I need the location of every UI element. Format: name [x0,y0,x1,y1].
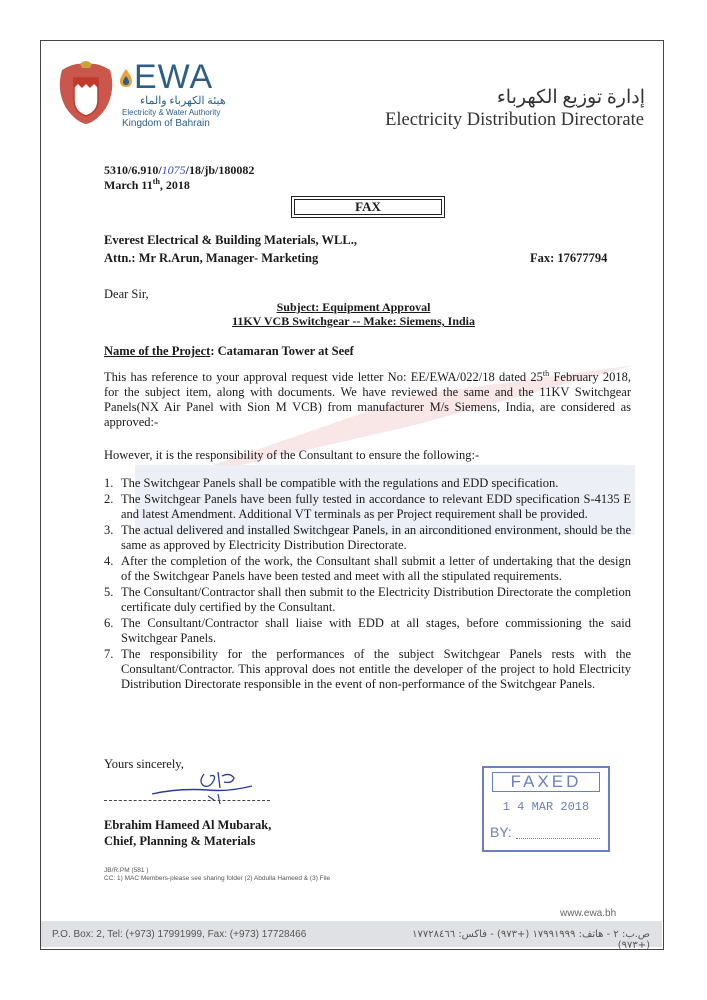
list-item [104,492,631,522]
item-text: The Switchgear Panels have been fully tested in accordance to relevant EDD specification S-4135 E and latest Amendment. Additional VT terminals as per Project requirement shall be provided. [121,492,631,521]
responsibility-intro: However, it is the responsibility of the Consultant to ensure the following:- [104,448,480,462]
item-number: 3. [104,523,114,537]
subject-line-2: 11KV VCB Switchgear -- Make: Siemens, India [231,314,475,328]
fax-label-box [291,196,445,218]
logo-country-name: Kingdom of Bahrain [122,118,210,129]
signer-name: Ebrahim Hameed Al Mubarak, [104,818,272,832]
item-text: The Consultant/Contractor shall liaise with EDD at all stages, before commissioning the said Switchgear Panels. [121,616,631,645]
addressee: Everest Electrical & Building Materials, WLL., [104,233,357,247]
reference-initials: JB/R.PM (581 ) [104,867,149,874]
footer-address-ar: ص.ب: ٢ - هاتف: ١٧٩٩١٩٩٩ (+٩٧٣) - فاكس: ١٧٧٢٨٤٦٦ (+٩٧٣) [412,929,650,951]
date-day: March 11 [104,178,153,192]
list-item [104,554,631,584]
stamp-date: 1 4 MAR 2018 [502,800,590,814]
item-number: 7. [104,647,114,661]
ref-prefix: 5310/6.910/ [104,163,162,177]
fax-label: FAX [294,199,442,215]
bahrain-seal-icon [56,60,116,126]
logo-authority-name: Electricity & Water Authority [122,108,221,117]
para-part-1: This has reference to your approval request vide letter No: EE/EWA/022/18 dated 25 [104,370,543,384]
ref-handwritten: 1075 [161,163,186,177]
project-label: Name of the Project [104,344,211,358]
item-number: 2. [104,492,114,506]
conditions-list [104,476,631,693]
water-drop-icon [118,68,134,88]
reference-number [104,163,254,178]
body-paragraph [104,370,631,430]
item-number: 5. [104,585,114,599]
item-text: The Switchgear Panels shall be compatible with the regulations and EDD specification. [121,476,559,490]
closing: Yours sincerely, [104,757,184,771]
para-sup: th [542,368,550,378]
logo-arabic-name: هيئة الكهرباء والماء [140,95,226,107]
stamp-by: BY: [490,824,512,840]
attention-line: Attn.: Mr R.Arun, Manager- Marketing [104,251,319,265]
date-year: , 2018 [159,178,190,192]
directorate-name: Electricity Distribution Directorate [385,110,644,130]
stamp-label: FAXED [492,772,600,792]
subject-line-1: Subject: Equipment Approval [276,300,431,314]
directorate-arabic: إدارة توزيع الكهرباء [496,87,645,108]
signer-title: Chief, Planning & Materials [104,834,256,848]
item-number: 1. [104,476,114,490]
item-text: The actual delivered and installed Switchgear Panels, in an airconditioned environment, should be the same as approved by Electricity Distribution Directorate. [121,523,631,552]
logo-text: EWA [134,58,214,96]
date-sup: th [152,177,160,186]
ref-suffix: /18/jb/180082 [185,163,255,177]
list-item [104,523,631,553]
ewa-logo [118,58,213,97]
project-value: : Catamaran Tower at Seef [210,344,354,358]
signature-line [104,800,270,801]
list-item [104,585,631,615]
list-item [104,616,631,646]
salutation: Dear Sir, [104,287,149,301]
item-number: 6. [104,616,114,630]
faxed-stamp [482,766,610,852]
fax-number: Fax: 17677794 [530,251,608,265]
para-part-2: February 2018, for the subject item, along with documents. We have reviewed the same and the 11KV Switchgear Panels(NX Air Panel with Sion M VCB) from manufacturer M/s Siemens, India, are considered as approved:- [104,370,631,429]
cc-line: CC: 1) MAC Members-please see sharing folder (2) Abdulla Hameed & (3) File [104,875,331,882]
item-text: The responsibility for the performances of the subject Switchgear Panels rests with the Consultant/Contractor. This approval does not entitle the developer of the project to hold Electricity Distribution Directorate responsible in the event of non-performance of the Switchgear Panels. [121,647,631,691]
list-item [104,647,631,692]
project-name [104,344,354,359]
footer-address-en: P.O. Box: 2, Tel: (+973) 17991999, Fax: (+973) 17728466 [52,929,307,940]
item-text: After the completion of the work, the Consultant shall submit a letter of undertaking that the design of the Switchgear Panels have been tested and meet with all the stipulated requirements. [121,554,631,583]
item-number: 4. [104,554,114,568]
item-text: The Consultant/Contractor shall then submit to the Electricity Distribution Directorate the completion certificate duly certified by the Consultant. [121,585,631,614]
stamp-by-line [516,838,600,839]
website-link[interactable]: www.ewa.bh [560,908,617,919]
list-item [104,476,631,491]
letter-date [104,177,190,193]
